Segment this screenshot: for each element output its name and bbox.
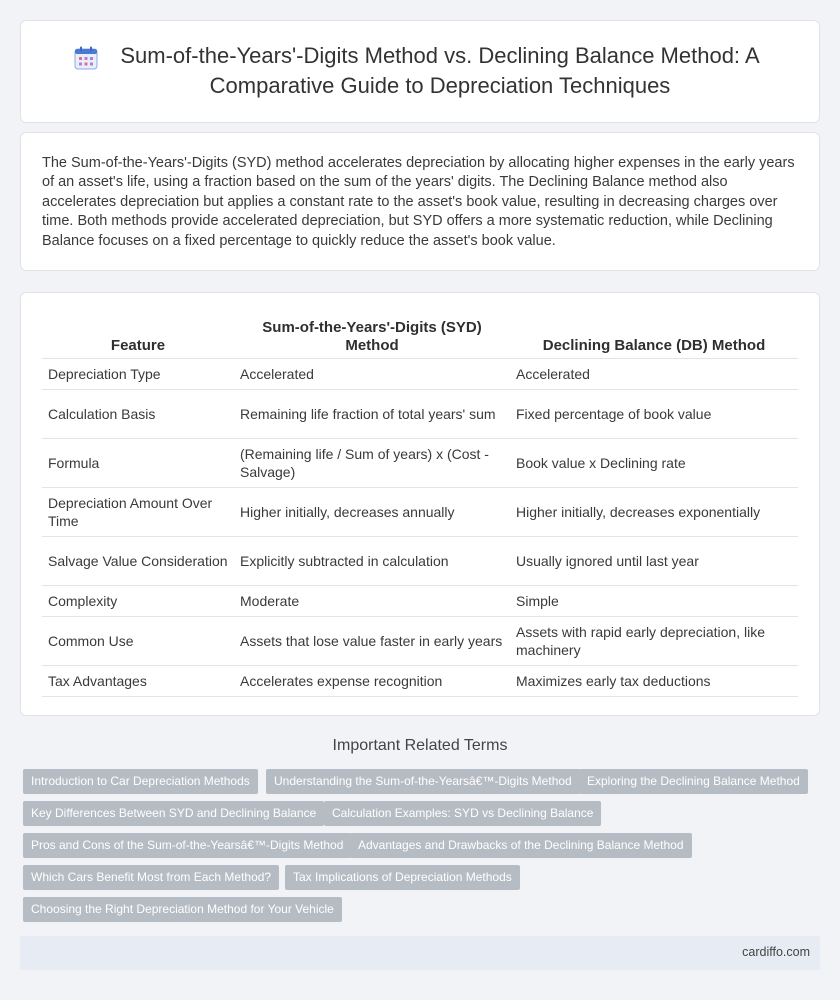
tag-link[interactable]: Calculation Examples: SYD vs Declining Balance [324, 801, 601, 826]
table-row [42, 666, 798, 697]
page-title: Sum-of-the-Years'-Digits Method vs. Declining Balance Method: A Comparative Guide to Depreciation Techniques [120, 43, 760, 98]
cell-syd: Moderate [234, 586, 510, 617]
cell-syd: Higher initially, decreases annually [234, 488, 510, 537]
footer-bar [20, 936, 820, 970]
header-card [20, 20, 820, 123]
cell-syd: Accelerates expense recognition [234, 666, 510, 697]
tag-link[interactable]: Choosing the Right Depreciation Method for Your Vehicle [23, 897, 342, 922]
footer-site-name[interactable]: cardiffo.com [742, 945, 810, 959]
table-row [42, 439, 798, 488]
cell-syd: Assets that lose value faster in early years [234, 617, 510, 666]
cell-db: Simple [510, 586, 798, 617]
cell-syd: Explicitly subtracted in calculation [234, 537, 510, 586]
table-row [42, 617, 798, 666]
tag-link[interactable]: Introduction to Car Depreciation Methods [23, 769, 258, 794]
tag-link[interactable]: Advantages and Drawbacks of the Declining Balance Method [350, 833, 692, 858]
cell-feature: Formula [42, 439, 234, 488]
header-db: Declining Balance (DB) Method [510, 315, 798, 359]
table-header-row [42, 315, 798, 359]
header-feature: Feature [42, 315, 234, 359]
tag-link[interactable]: Exploring the Declining Balance Method [579, 769, 808, 794]
cell-syd: Remaining life fraction of total years' sum [234, 390, 510, 439]
cell-feature: Complexity [42, 586, 234, 617]
cell-db: Higher initially, decreases exponentially [510, 488, 798, 537]
cell-db: Maximizes early tax deductions [510, 666, 798, 697]
cell-feature: Calculation Basis [42, 390, 234, 439]
intro-paragraph: The Sum-of-the-Years'-Digits (SYD) method accelerates depreciation by allocating higher expenses in the early years of an asset's life, using a fraction based on the sum of the years' digits. The Declining Balance method also accelerates depreciation but applies a constant rate to the asset's book value, resulting in decreasing charges over time. Both methods provide accelerated depreciation, but SYD offers a more systematic reduction, while Declining Balance focuses on a fixed percentage to quickly reduce the asset's book value. [42, 155, 795, 249]
comparison-table-card [20, 292, 820, 716]
related-terms-heading: Important Related Terms [332, 737, 508, 754]
cell-feature: Common Use [42, 617, 234, 666]
cell-syd: (Remaining life / Sum of years) x (Cost - Salvage) [234, 439, 510, 488]
cell-db: Usually ignored until last year [510, 537, 798, 586]
cell-feature: Depreciation Type [42, 359, 234, 390]
tag-link[interactable]: Tax Implications of Depreciation Methods [285, 865, 520, 890]
tag-link[interactable]: Understanding the Sum-of-the-Yearsâ€™-Digits Method [266, 769, 580, 794]
comparison-table [42, 315, 798, 697]
cell-syd: Accelerated [234, 359, 510, 390]
cell-feature: Salvage Value Consideration [42, 537, 234, 586]
table-row [42, 537, 798, 586]
table-row [42, 586, 798, 617]
tag-link[interactable]: Which Cars Benefit Most from Each Method? [23, 865, 279, 890]
page-title-wrap [61, 41, 799, 101]
table-row [42, 359, 798, 390]
tag-link[interactable]: Key Differences Between SYD and Declining Balance [23, 801, 324, 826]
header-syd: Sum-of-the-Years'-Digits (SYD) Method [234, 315, 510, 359]
cell-db: Book value x Declining rate [510, 439, 798, 488]
cell-db: Assets with rapid early depreciation, like machinery [510, 617, 798, 666]
cell-feature: Tax Advantages [42, 666, 234, 697]
calendar-icon [73, 45, 99, 71]
cell-feature: Depreciation Amount Over Time [42, 488, 234, 537]
cell-db: Fixed percentage of book value [510, 390, 798, 439]
cell-db: Accelerated [510, 359, 798, 390]
tag-link[interactable]: Pros and Cons of the Sum-of-the-Yearsâ€™-Digits Method [23, 833, 351, 858]
table-row [42, 390, 798, 439]
intro-card [20, 132, 820, 271]
table-row [42, 488, 798, 537]
